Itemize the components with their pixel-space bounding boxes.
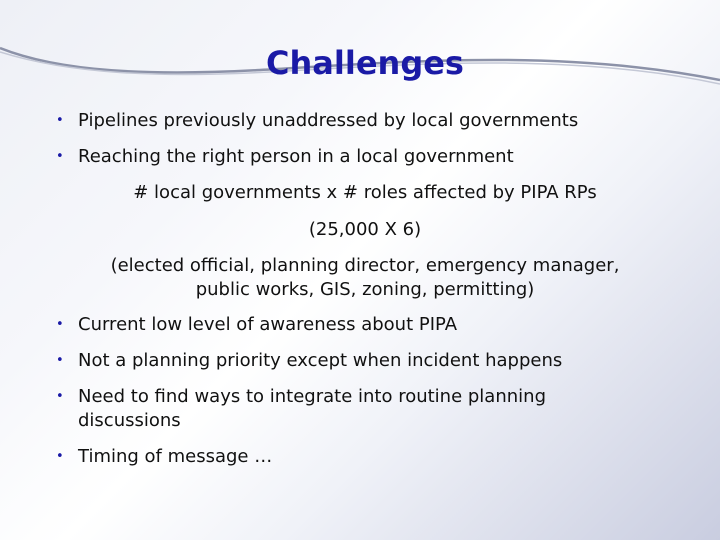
sub-line: # local governments x # roles affected by PIPA RPs xyxy=(133,182,597,203)
bullet-text: Timing of message … xyxy=(78,446,273,467)
bullet-text: discussions xyxy=(78,410,181,431)
bullet-text: Not a planning priority except when incident happens xyxy=(78,350,563,371)
sub-line: (25,000 X 6) xyxy=(308,219,422,240)
bullet-dot-icon: • xyxy=(56,317,64,332)
bullet-text: Pipelines previously unaddressed by local governments xyxy=(78,110,579,131)
bullet-text: Reaching the right person in a local government xyxy=(78,146,514,167)
bullet-dot-icon: • xyxy=(56,449,64,464)
sub-line: (elected official, planning director, emergency manager, xyxy=(110,255,620,276)
bullet-dot-icon: • xyxy=(56,149,64,164)
bullet-dot-icon: • xyxy=(56,389,64,404)
bullet-text: Need to find ways to integrate into routine planning xyxy=(78,386,546,407)
bullet-dot-icon: • xyxy=(56,113,64,128)
bullet-dot-icon: • xyxy=(56,353,64,368)
sub-line: public works, GIS, zoning, permitting) xyxy=(195,279,535,300)
slide-title: Challenges xyxy=(266,44,464,82)
bullet-text: Current low level of awareness about PIPA xyxy=(78,314,458,335)
